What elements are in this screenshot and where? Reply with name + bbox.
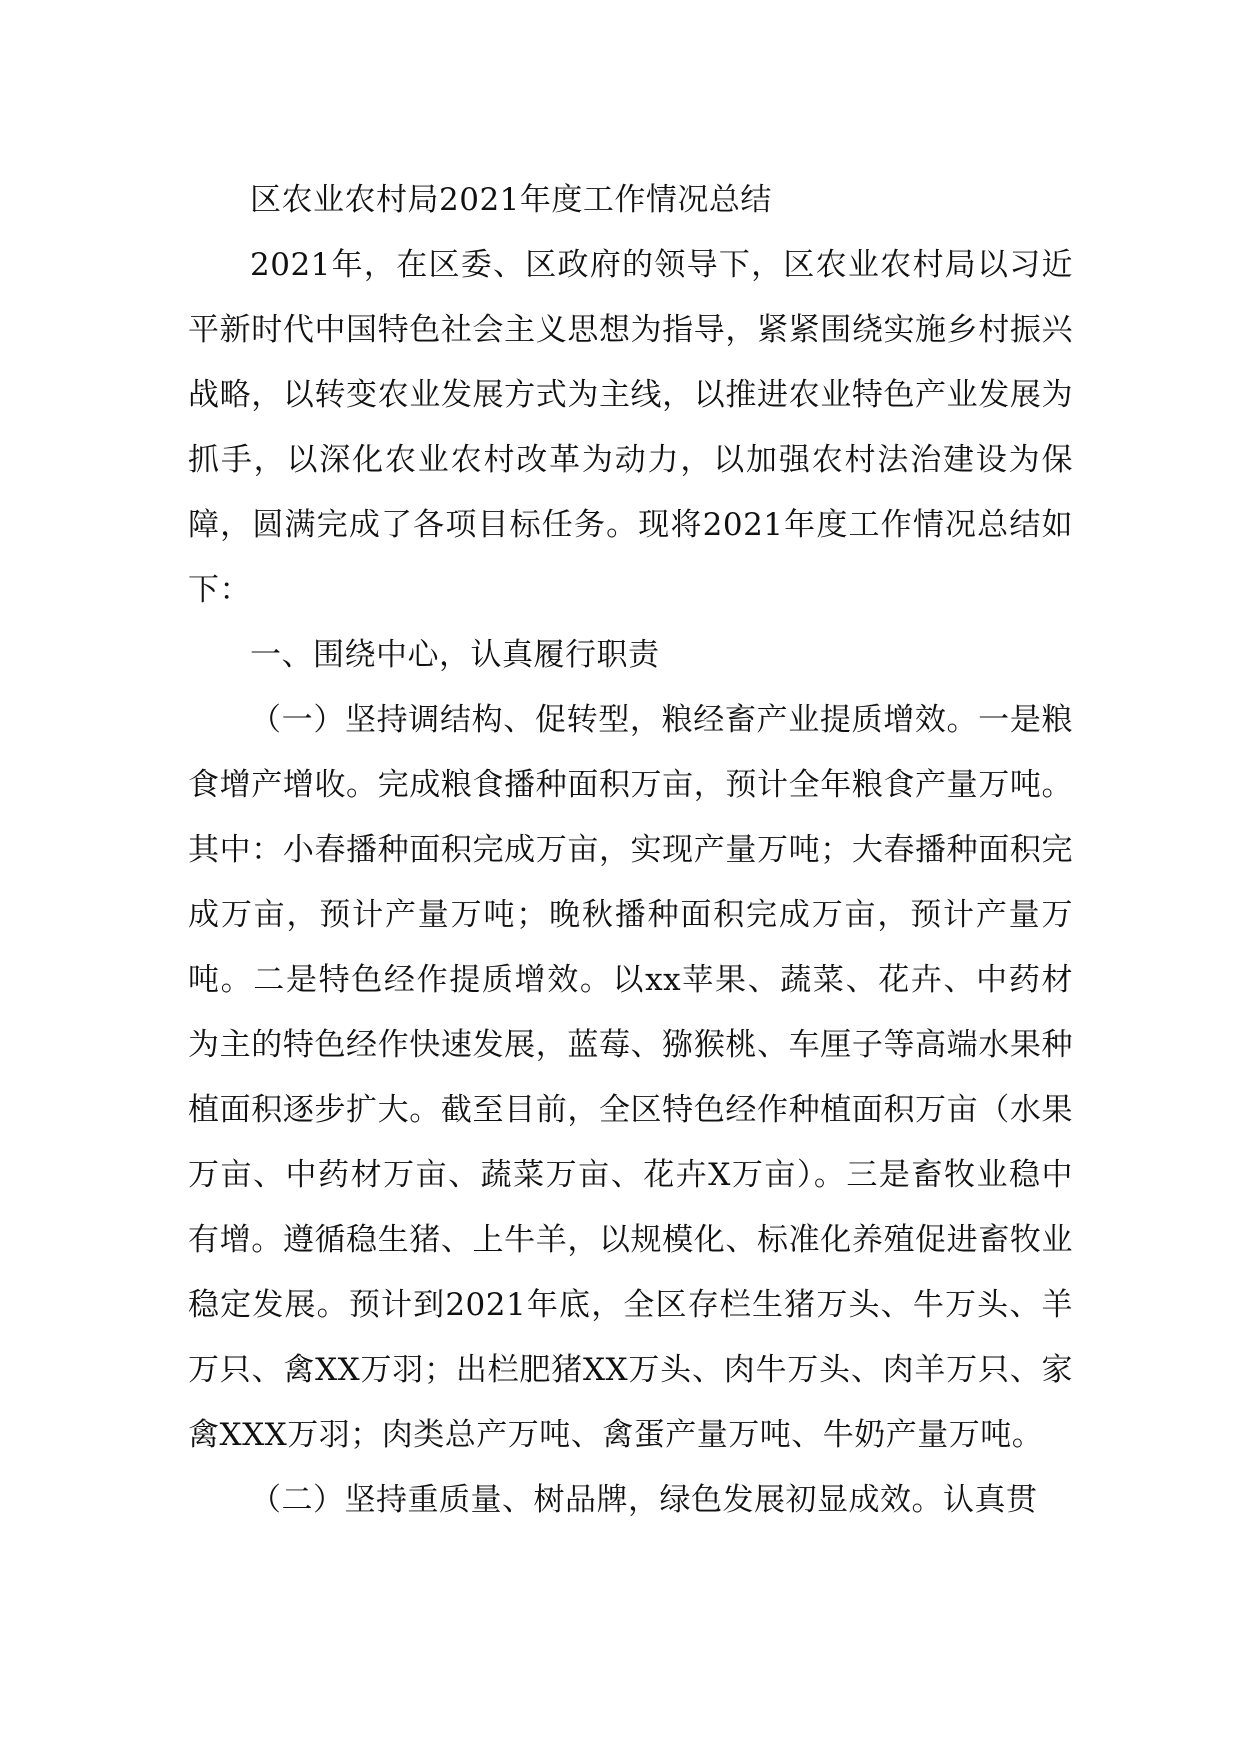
document-body (188, 168, 1073, 1533)
subsection-paragraph-1: （一）坚持调结构、促转型，粮经畜产业提质增效。一是粮食增产增收。完成粮食播种面积万亩，预计全年粮食产量万吨。其中：小春播种面积完成万亩，实现产量万吨；大春播种面积完成万亩，预计产量万吨；晚秋播种面积完成万亩，预计产量万吨。二是特色经作提质增效。以xx苹果、蔬菜、花卉、中药材为主的特色经作快速发展，蓝莓、猕猴桃、车厘子等高端水果种植面积逐步扩大。截至目前，全区特色经作种植面积万亩（水果万亩、中药材万亩、蔬菜万亩、花卉X万亩）。三是畜牧业稳中有增。遵循稳生猪、上牛羊，以规模化、标准化养殖促进畜牧业稳定发展。预计到2021年底，全区存栏生猪万头、牛万头、羊万只、禽XX万羽；出栏肥猪XX万头、肉牛万头、肉羊万只、家禽XXX万羽；肉类总产万吨、禽蛋产量万吨、牛奶产量万吨。 (188, 702, 1073, 1453)
document-title: 区农业农村局2021年度工作情况总结 (250, 182, 772, 218)
section-heading-1: 一、围绕中心，认真履行职责 (250, 637, 660, 673)
subsection-paragraph-2: （二）坚持重质量、树品牌，绿色发展初显成效。认真贯 (250, 1482, 1038, 1518)
intro-paragraph: 2021年，在区委、区政府的领导下，区农业农村局以习近平新时代中国特色社会主义思想为指导，紧紧围绕实施乡村振兴战略，以转变农业发展方式为主线，以推进农业特色产业发展为抓手，以深化农业农村改革为动力，以加强农村法治建设为保障，圆满完成了各项目标任务。现将2021年度工作情况总结如下： (188, 247, 1073, 608)
